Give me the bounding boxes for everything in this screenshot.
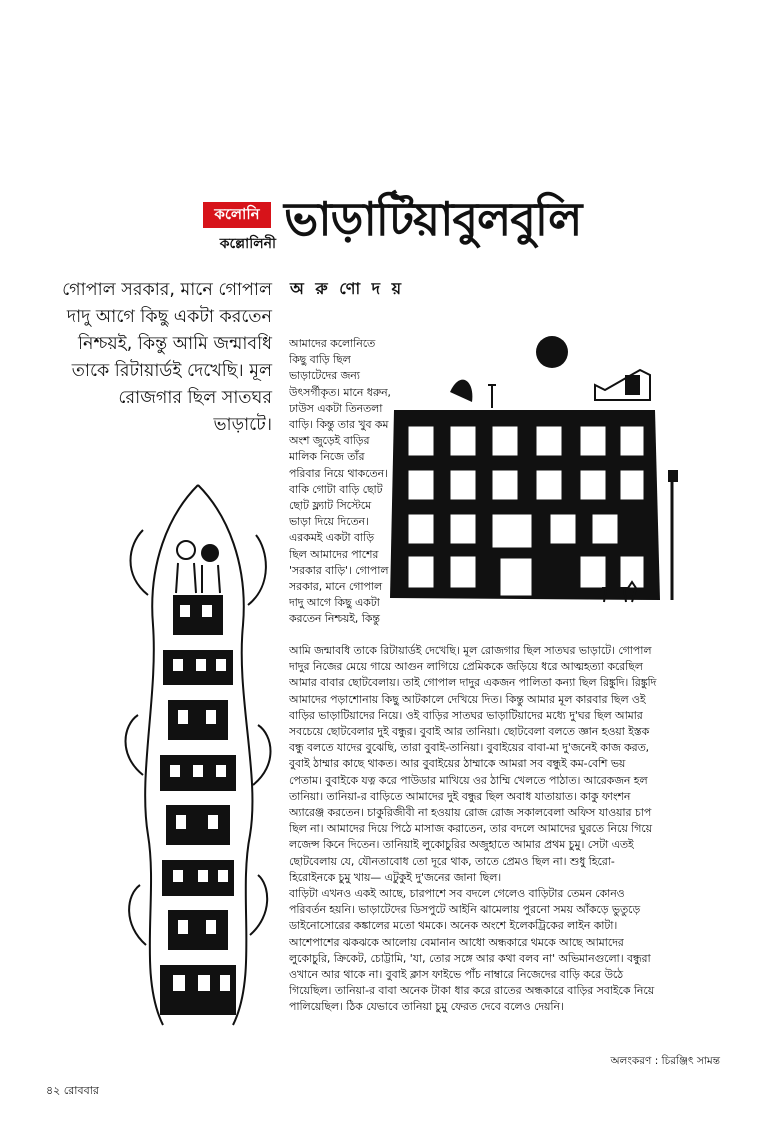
illustration-credit: অলংকরণ : চিরঞ্জিৎ সামন্ত <box>610 1055 720 1067</box>
section-subtitle: কল্লোলিনী <box>219 236 276 252</box>
body-line: পালিয়েছিল। ঠিক যেভাবে তানিয়া চুমু ফেরত দেবে বলেও দেয়নি। <box>289 1000 564 1014</box>
body-line: বাড়ি। কিন্তু তার খুব কম <box>289 418 389 432</box>
body-line: ডাইনোসোরের কঙ্কালের মতো থমকে। অনেক অংশে ইলেকট্রিকের লাইন কাটা। <box>289 919 618 933</box>
body-line: গিয়েছিল। তানিয়া-র বাবা অনেক টাকা ধার করে রাতের অন্ধকারে বাড়ির সবাইকে নিয়ে <box>289 984 655 998</box>
body-line: ভাড়া দিয়ে দিতেন। <box>289 515 369 529</box>
body-line: বাড়ির ভাড়াটিয়াদের নিয়ে। ওই বাড়ির সাতঘর ভাড়াটিয়াদের মধ্যে দু'ঘর ছিল আমার <box>289 708 643 722</box>
body-line: তানিয়া। তানিয়া-র বাড়িতে আমাদের দুই বন্ধুর ছিল অবাধ যাতায়াত। কাকু ফাংশন <box>289 789 631 803</box>
body-line: আমার বাবার ছোটবেলায়। তাই গোপাল দাদুর একজন পালিতা কন্যা ছিল রিঙ্কুদি। রিঙ্কুদি <box>289 676 657 690</box>
body-column-wide <box>289 643 729 1016</box>
tower-illustration <box>118 475 278 1035</box>
body-line: ছিল না। আমাদের দিয়ে পিঠে মাসাজ করাতেন, তার বদলে আমাদের ঘুরতে নিয়ে গিয়ে <box>289 822 652 836</box>
body-line: আমি জন্মাবধি তাকে রিটায়ার্ডই দেখেছি। মূল রোজগার ছিল সাতঘর ভাড়াটে। গোপাল <box>289 644 652 657</box>
body-line: উৎসর্গীকৃত। মানে ধরুন, <box>289 385 391 399</box>
body-line: করতেন নিশ্চয়ই, কিন্তু <box>289 612 380 626</box>
body-line: ছোটবেলায় যে, যৌনতাবোধ তো দূরে থাক, তাতে প্রেমও ছিল না। শুধু হিরো- <box>289 854 615 868</box>
body-line: হিরোইনকে চুমু খায়— এটুকুই দু'জনের জানা ছিল। <box>289 870 502 884</box>
building-illustration <box>380 330 700 620</box>
body-line: আশেপাশের ঝকঝকে আলোয় বেমানান আধো অন্ধকারে থমকে আছে আমাদের <box>289 935 624 949</box>
body-line: দাদু আগে কিছু একটা <box>289 596 380 610</box>
body-line: বুবাই ঠাম্মার কাছে থাকত। আর বুবাইয়ের ঠাম্মাকে আমরা সব বন্ধুই কম-বেশি ভয় <box>289 757 626 771</box>
byline: অ রু ণো দ য় <box>290 279 405 298</box>
body-line: কিছু বাড়ি ছিল <box>289 353 351 367</box>
body-line: বাড়িটা এখনও একই আছে, চারপাশে সব বদলে গেলেও বাড়িটার তেমন কোনও <box>289 887 625 901</box>
body-line: পরিবর্তন হয়নি। ভাড়াটেদের ডিসপুটে আইনি ঝামেলায় পুরনো সময় আঁকড়ে ভুতুড়ে <box>289 903 641 917</box>
body-line: লুকোচুরি, ক্রিকেট, চোট্টামি, 'যা, তোর সঙ্গে আর কথা বলব না' অভিমানগুলো। বন্ধুরা <box>289 951 651 965</box>
body-line: ওখানে আর থাকে না। বুবাই ক্লাস ফাইভে পাঁচ নাম্বারে নিজেদের বাড়ি করে উঠে <box>289 968 624 982</box>
body-line: অ্যারেঞ্জ করতেন। চাকুরিজীবী না হওয়ায় রোজ রোজ সকালবেলা অফিস যাওয়ার চাপ <box>289 806 652 820</box>
body-line: সরকার, মানে গোপাল <box>289 580 382 594</box>
body-line: 'সরকার বাড়ি'। গোপাল <box>289 563 389 577</box>
body-line: অংশ জুড়েই বাড়ির <box>289 434 370 448</box>
body-line: আমাদের পড়াশোনায় কিছু আটকালে দেখিয়ে দিত। কিন্তু আমার মূল কারবার ছিল ওই <box>289 692 646 706</box>
body-line: ঢাউস একটা তিনতলা <box>289 401 383 415</box>
body-line: ছিল আমাদের পাশের <box>289 547 379 561</box>
body-line: বন্ধু বলতে যাদের বুঝেছি, তারা বুবাই-তানিয়া। বুবাইয়ের বাবা-মা দু'জনেই কাজ করত, <box>289 741 650 755</box>
body-line: মালিক নিজে তাঁর <box>289 450 365 464</box>
page-folio: ৪২ রোববার <box>46 1084 99 1097</box>
body-line: ভাড়াটেদের জন্য <box>289 369 360 383</box>
body-line: দাদুর নিজের মেয়ে গায়ে আগুন লাগিয়ে প্রেমিককে জড়িয়ে ধরে আত্মহত্যা করেছিল <box>289 660 643 674</box>
body-line: সবচেয়ে ছোটবেলার দুই বন্ধুর। বুবাই আর তানিয়া। ছোটবেলা বলতে জ্ঞান হওয়া ইস্তক <box>289 725 650 739</box>
body-line: ছোট ফ্ল্যাট সিস্টেমে <box>289 499 372 513</box>
body-line: পেতাম। বুবাইকে যত্ন করে পাউডার মাখিয়ে ওর ঠাম্মি খেলতে পাঠাত। আরেকজন হল <box>289 773 648 787</box>
article-headline: ভাড়াটিয়াবুলবুলি <box>284 192 582 246</box>
body-line: আমাদের কলোনিতে <box>289 337 376 350</box>
body-line: লজেন্স কিনে দিতেন। তানিয়াই লুকোচুরির অজুহাতে আমার প্রথম চুমু। সেটা এতই <box>289 838 634 852</box>
body-line: এরকমই একটা বাড়ি <box>289 531 374 545</box>
body-line: বাকি গোটা বাড়ি ছোট <box>289 482 383 496</box>
section-tag: কলোনি <box>203 202 271 228</box>
pull-quote: গোপাল সরকার, মানে গোপাল দাদু আগে কিছু একটা করতেন নিশ্চয়ই, কিন্তু আমি জন্মাবধি তাকে রিটায়ার্ডই দেখেছি। মূল রোজগার ছিল সাতঘর ভাড়াটে। <box>62 280 272 435</box>
body-line: পরিবার নিয়ে থাকতেন। <box>289 466 388 480</box>
